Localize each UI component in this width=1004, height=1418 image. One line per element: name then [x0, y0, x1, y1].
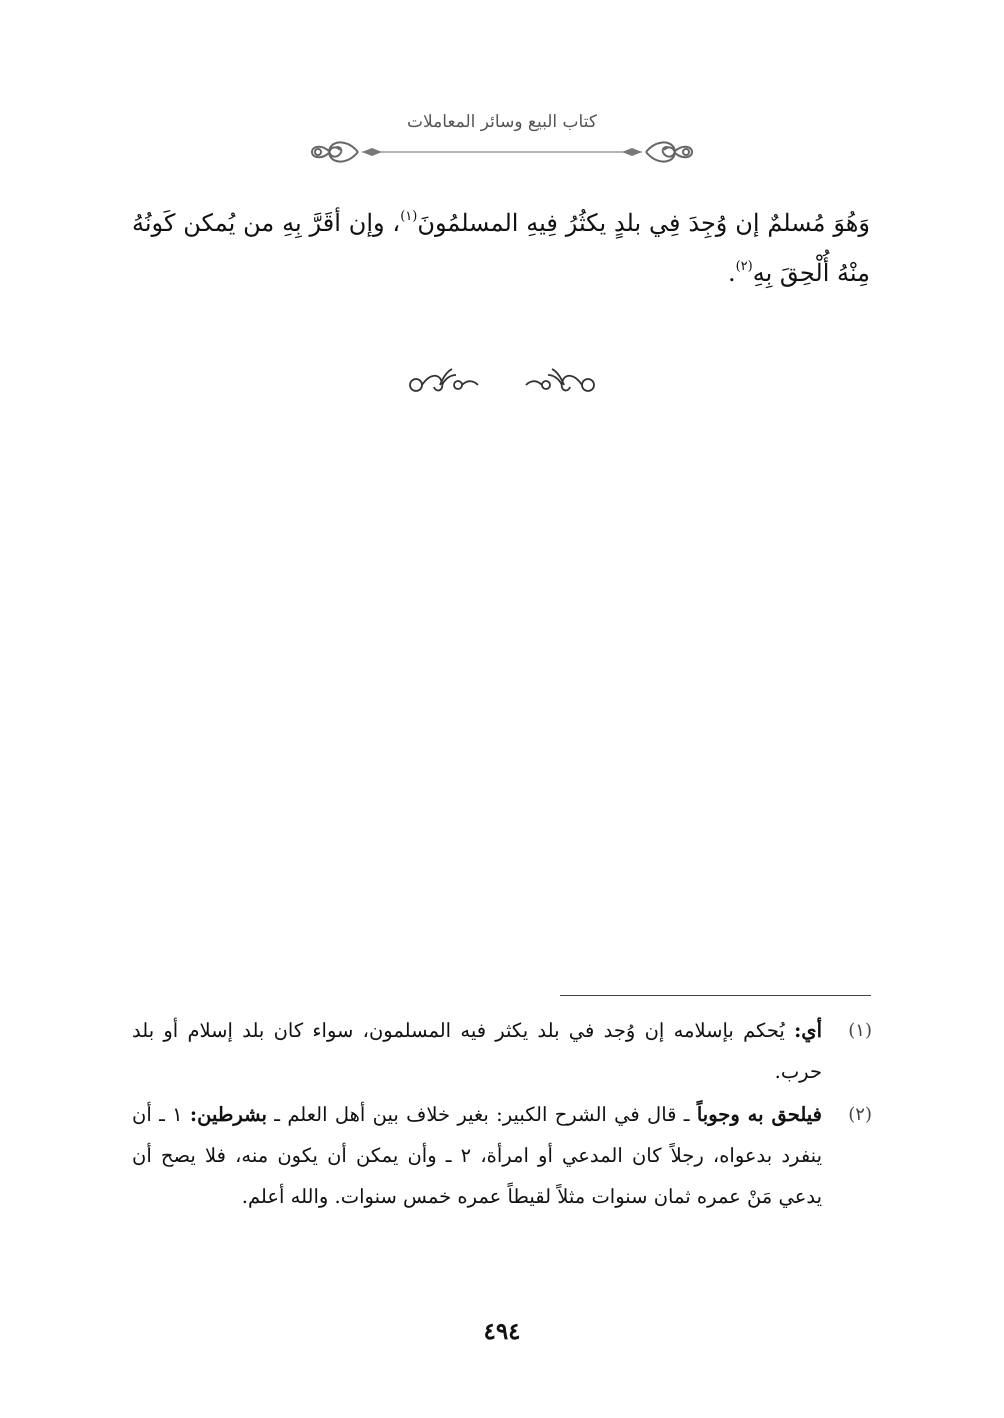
main-text-part1: وَهُوَ مُسلمٌ إن وُجِدَ فِي بلدٍ يكثُرُ فِيهِ المسلمُونَ [417, 209, 871, 237]
footnote-2 [132, 1094, 872, 1217]
footnote-bold-text: بشرطين: [189, 1103, 267, 1126]
footnote-text: يُحكم بإسلامه إن وُجد في بلد يكثر فيه المسلمون، سواء كان بلد إسلام أو بلد حرب. [132, 1019, 822, 1083]
footnote-bold-text: فيلحق به وجوباً [696, 1103, 822, 1126]
footnote-ref-2: (٢) [735, 259, 753, 274]
footnote-number: (١) [848, 1020, 872, 1041]
running-header-title: كتاب البيع وسائر المعاملات [407, 112, 597, 132]
main-text-part3: . [727, 259, 736, 287]
footnote-1 [132, 1010, 872, 1092]
footnote-separator [560, 995, 871, 996]
main-paragraph [132, 198, 870, 298]
footnote-bold-text: أي: [794, 1019, 822, 1042]
main-text-part2: ، وإن أقَرَّ بِهِ من يُمكن كَونُهُ مِنْهُ أُلْحِقَ بِهِ [132, 209, 870, 287]
floral-divider-icon [400, 363, 604, 403]
page-number: ٤٩٤ [483, 1318, 521, 1345]
footnote-ref-1: (١) [400, 209, 418, 224]
footnotes [132, 1010, 872, 1217]
footnote-text: ١ ـ أن ينفرد بدعواه، رجلاً كان المدعي أو امرأة، ٢ ـ وأن يمكن أن يكون منه، فلا يصح أن يدعي مَنْ عمره ثمان سنوات مثلاً لقيطاً عمره خمس سنوات. والله أعلم. [132, 1103, 822, 1208]
footnote-number: (٢) [848, 1104, 872, 1125]
footnote-text: ـ قال في الشرح الكبير: بغير خلاف بين أهل العلم ـ [266, 1103, 697, 1126]
header-ornament-icon [300, 130, 704, 170]
